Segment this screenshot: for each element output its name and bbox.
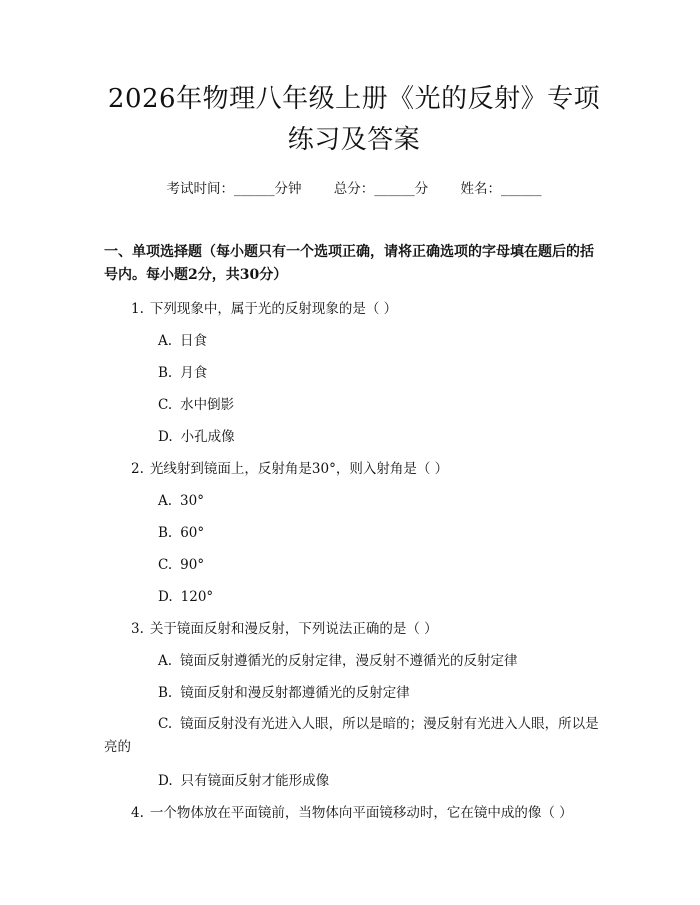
option-text: 只有镜面反射才能形成像 [180, 773, 330, 789]
option-label: B. [158, 365, 173, 381]
option-1c [104, 395, 604, 415]
option-text: 60° [180, 525, 205, 541]
option-label: C. [158, 716, 173, 732]
option-label: B. [158, 685, 173, 701]
question-text: 下列现象中，属于光的反射现象的是（ ） [149, 301, 398, 317]
option-text: 日食 [180, 333, 208, 349]
section-heading: 一、单项选择题（每小题只有一个选项正确，请将正确选项的字母填在题后的括号内。每小题2分，共30分） [104, 244, 594, 283]
question-3 [104, 619, 604, 639]
question-text: 一个物体放在平面镜前，当物体向平面镜移动时，它在镜中成的像（ ） [149, 805, 573, 821]
option-label: D. [158, 589, 173, 605]
option-3c [104, 713, 604, 759]
name-field: 姓名：______ [460, 181, 542, 197]
option-text: 月食 [180, 365, 208, 381]
question-text: 光线射到镜面上，反射角是30°，则入射角是（ ） [149, 461, 449, 477]
option-text: 30° [180, 493, 204, 509]
exam-info [104, 179, 604, 199]
option-2a [104, 491, 604, 511]
option-2c [104, 555, 604, 575]
option-label: C. [158, 397, 173, 413]
question-number: 2. [131, 461, 144, 477]
question-1 [104, 299, 604, 319]
option-text: 90° [180, 557, 205, 573]
option-text: 镜面反射没有光进入人眼，所以是暗的；漫反射有光进入人眼，所以是亮的 [104, 716, 599, 755]
question-number: 3. [131, 621, 144, 637]
option-label: B. [158, 525, 173, 541]
option-3b [104, 683, 604, 703]
option-text: 镜面反射和漫反射都遵循光的反射定律 [180, 685, 410, 701]
option-label: D. [158, 429, 173, 445]
total-score-field: 总分：______分 [333, 181, 429, 197]
exam-time-field: 考试时间：______分钟 [166, 181, 302, 197]
option-1b [104, 363, 604, 383]
document-title: 2026年物理八年级上册《光的反射》专项练习及答案 [107, 84, 601, 155]
option-1d [104, 427, 604, 447]
question-number: 4. [131, 805, 144, 821]
question-text: 关于镜面反射和漫反射，下列说法正确的是（ ） [149, 621, 438, 637]
option-text: 水中倒影 [180, 397, 235, 413]
option-label: D. [158, 773, 173, 789]
option-label: C. [158, 557, 173, 573]
option-3d [104, 771, 604, 791]
option-2b [104, 523, 604, 543]
option-label: A. [158, 653, 173, 669]
question-2 [104, 459, 604, 479]
question-4 [104, 803, 604, 823]
option-label: A. [158, 333, 173, 349]
option-text: 120° [180, 589, 214, 605]
option-2d [104, 587, 604, 607]
question-number: 1. [131, 301, 144, 317]
option-3a [104, 651, 604, 671]
option-label: A. [158, 493, 173, 509]
option-text: 镜面反射遵循光的反射定律，漫反射不遵循光的反射定律 [180, 653, 518, 669]
option-text: 小孔成像 [180, 429, 235, 445]
option-1a [104, 331, 604, 351]
